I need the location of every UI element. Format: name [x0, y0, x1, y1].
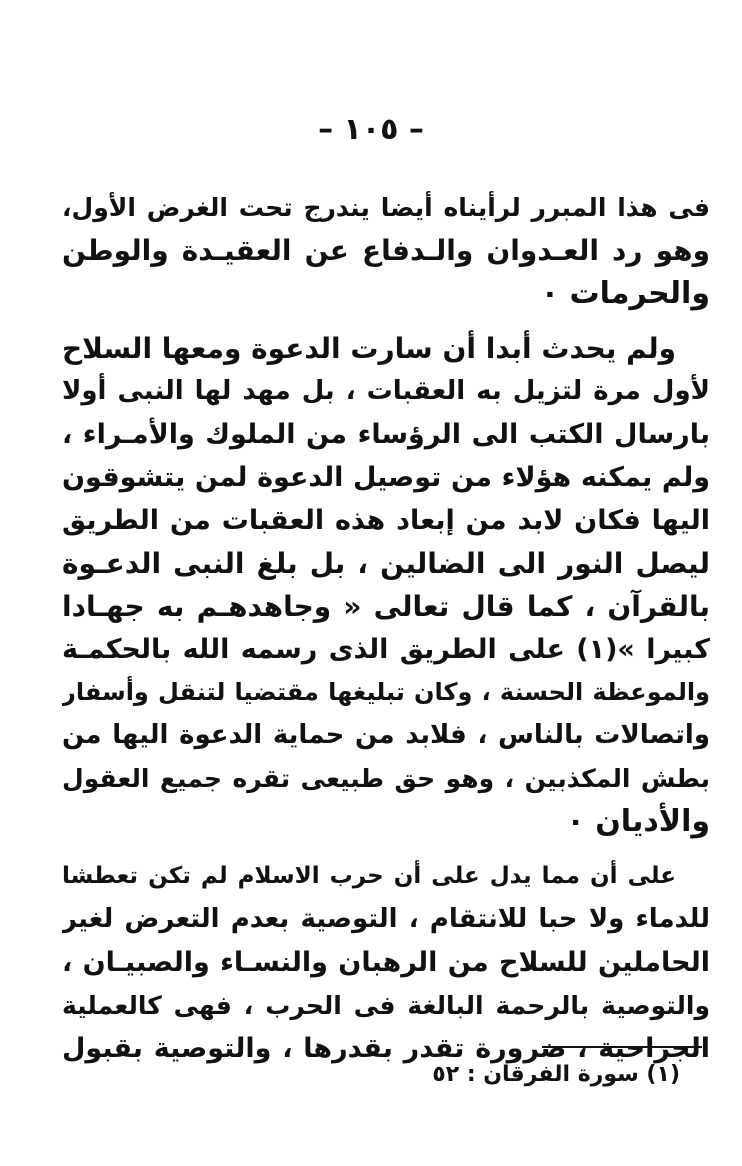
text-line: والأديان ٠	[566, 804, 710, 839]
paragraph-gap	[62, 315, 710, 327]
text-line: واتصالات بالناس ، فلابد من حماية الدعوة اليها من	[62, 720, 710, 750]
text-line: بارسال الكتب الى الرؤساء من الملوك والأمـراء ،	[62, 419, 710, 450]
text-line: والموعظة الحسنة ، وكان تبليغها مقتضيا لتنقل وأسفار	[62, 678, 710, 706]
text-line: كبيرا »(١) على الطريق الذى رسمه الله بالحكمـة	[62, 634, 710, 665]
text-line: الجراحية ، ضرورة تقدر بقدرها ، والتوصية بقبول	[62, 1033, 710, 1064]
text-line: للدماء ولا حبا للانتقام ، التوصية بعدم التعرض لغير	[62, 904, 710, 934]
text-line: فى هذا المبرر لرأيناه أيضا يندرج تحت الغرض الأول،	[62, 193, 710, 222]
text-line: بالقرآن ، كما قال تعالى « وجاهدهـم به جهـادا	[62, 590, 710, 623]
page-number: – ١٠٥ –	[318, 112, 424, 147]
text-line: لأول مرة لتزيل به العقبات ، بل مهد لها النبى أولا	[62, 376, 710, 406]
text-line: اليها فكان لابد من إبعاد هذه العقبات من الطريق	[62, 505, 710, 536]
text-line: والحرمات ٠	[540, 276, 710, 311]
text-line: ولم يمكنه هؤلاء من توصيل الدعوة لمن يتشوقون	[62, 462, 710, 493]
text-line: والتوصية بالرحمة البالغة فى الحرب ، فهى كالعملية	[62, 991, 710, 1020]
footnote: (١) سورة الفرقان : ٥٢	[432, 1062, 680, 1087]
text-line: ليصل النور الى الضالين ، بل بلغ النبى الدعـوة	[62, 547, 710, 580]
text-line: بطش المكذبين ، وهو حق طبيعى تقره جميع العقول	[62, 764, 710, 793]
footnote-divider	[542, 1046, 702, 1048]
text-line: الحاملين للسلاح من الرهبان والنسـاء والصبيـان ،	[62, 947, 710, 978]
body-text	[62, 186, 710, 1070]
paragraph-gap	[62, 843, 710, 855]
text-line: على أن مما يدل على أن حرب الاسلام لم تكن تعطشا	[62, 863, 676, 889]
text-line: ولم يحدث أبدا أن سارت الدعوة ومعها السلاح	[62, 332, 676, 365]
text-line: وهو رد العـدوان والـدفاع عن العقيـدة والوطن	[62, 234, 710, 267]
